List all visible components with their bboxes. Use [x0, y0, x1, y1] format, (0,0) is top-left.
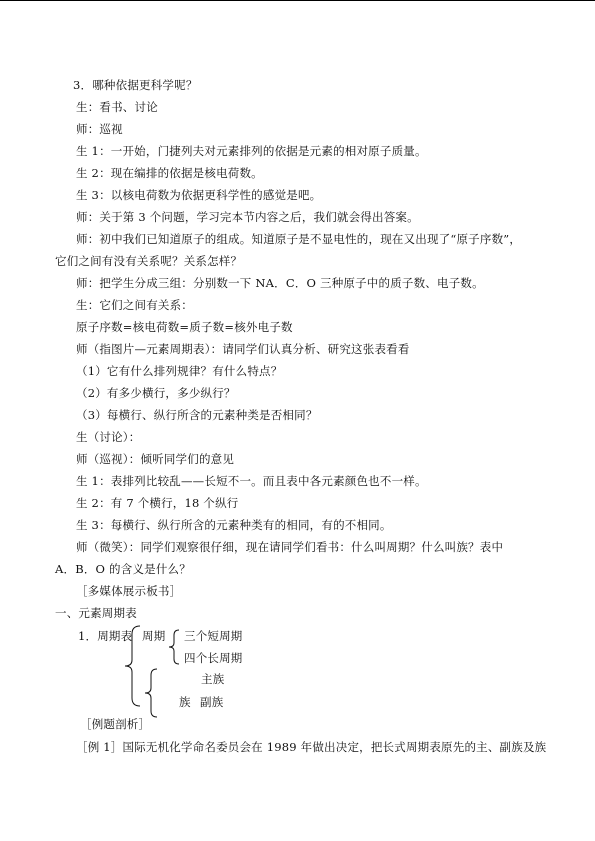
paragraph-line: A．B．O 的含义是什么？: [55, 562, 191, 576]
paragraph-line: 3．哪种依据更科学呢？: [73, 78, 198, 92]
paragraph-line: 师（指图片—元素周期表）：请同学们认真分析、研究这张表看看: [76, 342, 410, 356]
outline-group: 族: [179, 695, 191, 709]
paragraph-line: 师（巡视）：倾听同学们的意见: [76, 452, 235, 466]
paragraph-line: 师：关于第 3 个问题，学习完本节内容之后，我们就会得出答案。: [76, 210, 419, 224]
example-text: ［例 1］国际无机化学命名委员会在 1989 年做出决定，把长式周期表原先的主、副族及族: [76, 740, 547, 754]
paragraph-line: 生：看书、讨论: [76, 100, 158, 114]
paragraph-line: 师：把学生分成三组：分别数一下 NA．C．O 三种原子中的质子数、电子数。: [76, 276, 484, 290]
outline-brace-group: [144, 668, 158, 718]
paragraph-line: 师（微笑）：同学们观察很仔细，现在请同学们看书：什么叫周期？什么叫族？表中: [76, 540, 504, 554]
page-top-border: [0, 0, 595, 1]
paragraph-line: 生：它们之间有关系：: [76, 298, 193, 312]
paragraph-line: 它们之间有没有关系呢？关系怎样？: [55, 254, 243, 268]
outline-short-period: 三个短周期: [184, 629, 243, 643]
question-line: （2）有多少横行，多少纵行？: [76, 386, 236, 400]
paragraph-line: 师：初中我们已知道原子的组成。知道原子是不显电性的，现在又出现了“原子序数”，: [76, 232, 522, 246]
outline-sub-group: 副族: [200, 695, 224, 709]
paragraph-line: 生 1：一开始，门捷列夫对元素排列的依据是元素的相对原子质量。: [76, 144, 427, 158]
board-heading: ［多媒体展示板书］: [76, 584, 182, 598]
example-heading: ［例题剖析］: [80, 717, 151, 731]
outline-long-period: 四个长周期: [184, 651, 243, 665]
paragraph-line: 生 3：每横行、纵行所含的元素种类有的相同，有的不相同。: [76, 518, 392, 532]
paragraph-line: 师：巡视: [76, 122, 123, 136]
formula-line: 原子序数=核电荷数=质子数=核外电子数: [76, 320, 293, 334]
question-line: （3）每横行、纵行所含的元素种类是否相同？: [76, 408, 318, 422]
paragraph-line: 生 1：表排列比较乱——长短不一。而且表中各元素颜色也不一样。: [76, 474, 427, 488]
section-title: 一、元素周期表: [55, 606, 137, 620]
outline-main-group: 主族: [201, 672, 225, 686]
paragraph-line: 生 2：有 7 个横行，18 个纵行: [76, 496, 239, 510]
outline-brace-period: [168, 629, 180, 665]
outline-root: 1．周期表: [78, 629, 133, 643]
outline-brace-root: [122, 624, 142, 708]
paragraph-line: 生（讨论）：: [76, 430, 141, 444]
paragraph-line: 生 3：以核电荷数为依据更科学性的感觉是吧。: [76, 188, 322, 202]
outline-period: 周期: [142, 629, 166, 643]
paragraph-line: 生 2：现在编排的依据是核电荷数。: [76, 166, 263, 180]
question-line: （1）它有什么排列规律？有什么特点？: [76, 364, 283, 378]
